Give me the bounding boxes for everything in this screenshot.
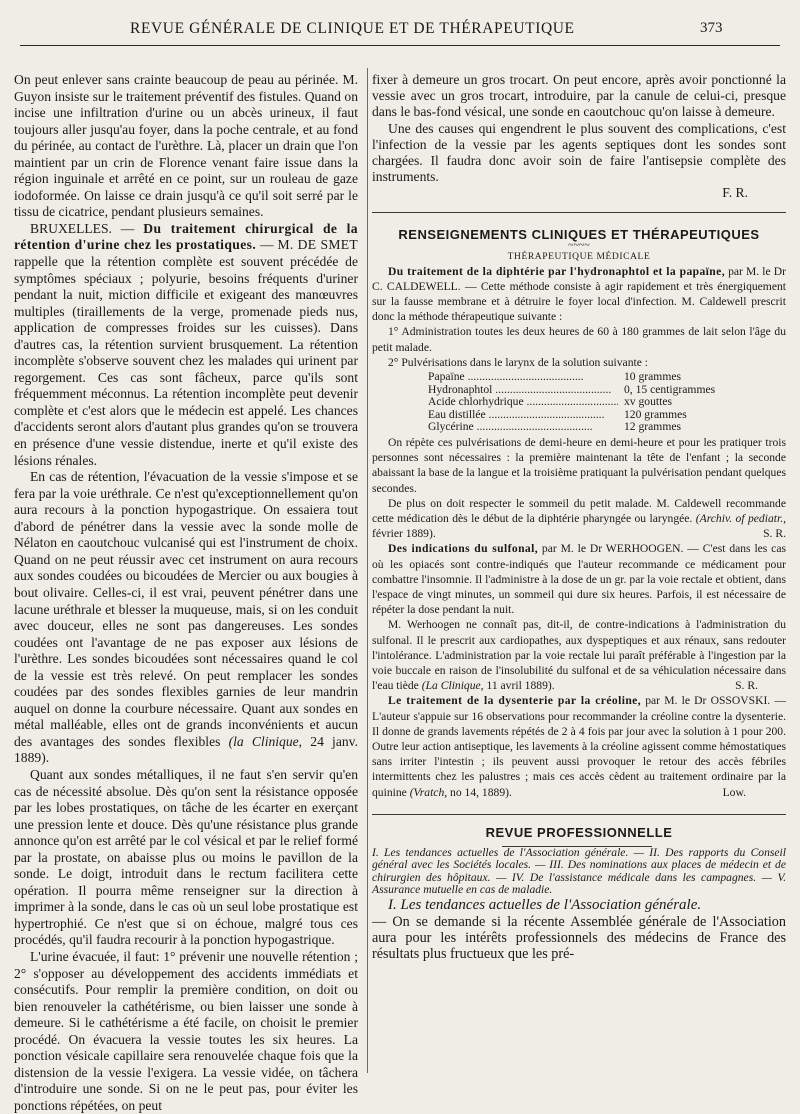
- article-title-retention: Du traitement chirurgical de la rétention d'urine chez les prostatiques.: [14, 220, 359, 253]
- article-body: Cette méthode consiste à agir rapidement et très énergiquement sur la fausse membrane et à détruire le foyer local d'infection. M. Caldewell prescrit donc la méthode thérapeutique suivante :: [372, 279, 786, 324]
- paragraph-body: rappelle que la rétention complète est souvent précédée de symptômes spéciaux ; polyurie, besoins fréquents d'uriner pendant la nuit, miction difficile et exigeant des manœuvres multiples (tiraillements de la verge, promenade pieds nus, application de compresses froides sur les cuisses). Dans d'autres cas, la rétention survient brusquement. La rétention incomplète s'observe souvent chez les malades qui urinent par regorgement. Ces cas sont fâcheux, parce qu'ils sont fréquemment méconnus. La rétention incomplète peut devenir complète et c'est alors que le médecin est appelé. Les chances d'accidents seront alors d'autant plus grandes qu'on se trouvera en présence d'une vessie distendue, inerte et qu'il existe des lésions rénales.: [14, 254, 358, 468]
- recipe-row: [428, 384, 738, 397]
- column-divider: [367, 68, 368, 1073]
- paragraph-trocart: fixer à demeure un gros trocart. On peut encore, après avoir ponctionné la vessie avec un gros trocart, introduire, par la canule de celui-ci, presque dans le bas-fond vésical, une sonde en caoutchouc qu'on laisse à demeure.: [372, 72, 786, 120]
- signature-sr: S. R.: [735, 679, 758, 693]
- signature-low: Low.: [722, 785, 746, 799]
- section-rule: [372, 814, 786, 815]
- citation-date: no 14, 1889).: [447, 785, 512, 799]
- paragraph-body: En cas de rétention, l'évacuation de la vessie s'impose et se fera par la voie uréthrale. Ce n'est qu'exceptionnellement qu'on aura recours à la ponction hypogastrique. On essaiera tout d'abord de pénétrer dans la vessie avec la sonde molle de Nélaton en caoutchouc vulcanisé qui est l'instrument de choix. Quand on ne peut réussir avec cet instrument on aura recours aux sondes coudées ou bicoudées de Mercier ou aux bougies à bout olivaire. Celles-ci, il est vrai, peuvent pénétrer dans une lacune uréthrale et blesser la muqueuse, mais, si on les conduit avec douceur, elles ne sont pas dangereuses. Les sondes coudées ont l'avantage de ne pas exposer aux lésions de l'urèthre. Les sondes bicoudées sont nécessaires quand le col de la vessie est très relevé. On peut remplacer les sondes coudées par des sondes flexibles garnies de leur mandrin auquel on donne la courbure nécessaire. Quant aux sondes en métal malléable, elles ont de grands inconvénients et aucun des avantages des sondes flexibles: [14, 469, 358, 749]
- left-column: [14, 72, 358, 1114]
- paragraph-urine-evacuee: L'urine évacuée, il faut: 1° prévenir une nouvelle rétention ; 2° s'opposer au développement des accidents immédiats et consécutifs. Pour remplir la première condition, on doit ou bien renouveler la cathétérisme, ou bien laisser une sonde à demeure. Si le cathétérisme a été facile, on choisit le premier procédé. On évacuera la vessie toutes les six heures. La ponction vésicale capillaire sera renouvelée chaque fois que la distension de la vessie l'exigera. La vessie vidée, on tâchera d'introduire une sonde. Si on ne le peut pas, pour éviter les ponctions répétées, on peut: [14, 948, 358, 1113]
- ornament: ~~~~: [568, 239, 590, 251]
- article-diphterie: [372, 264, 786, 325]
- prescription-item-2: 2° Pulvérisations dans le larynx de la solution suivante :: [388, 355, 648, 369]
- paragraph-fistules: On peut enlever sans crainte beaucoup de peau au périnée. M. Guyon insiste sur le traitement préventif des fistules. Quand on incise une infiltration d'urine ou un abcès urineux, il faut toujours aller jusqu'au foyer, dans la poche centrale, et au fond du périnée, au contact de l'urèthre. Là, placer un drain que l'on maintient par un crin de Florence venant faire issue dans la région inguinale et arrêté en ce point, sur un rouleau de gaze iodoformée. On laisse ce drain jusqu'à ce qu'il soit serré par le tissu de cicatrice, pendant plusieurs semaines.: [14, 72, 358, 220]
- ingredient-quantity: xv gouttes: [624, 395, 672, 409]
- signature-sr: S. R.: [763, 527, 786, 541]
- paragraph-body: De plus on doit respecter le sommeil du petit malade. M. Caldewell recommande cette médication dès le début de la diphtérie pharyngée ou laryngée.: [372, 496, 786, 526]
- article-title-diphterie: Du traitement de la diphtérie par l'hydronaphtol et la papaïne,: [388, 264, 725, 278]
- paragraph-werhoogen: [372, 617, 786, 693]
- paragraph-pulverisations: On répète ces pulvérisations de demi-heure en demi-heure et pour les pratiquer trois personnes sont nécessaires : la première maintenant la tête de l'enfant ; la seconde abaissant la base de la langue et la troisième pratiquant la pulvérisation pendant quelques secondes.: [372, 436, 786, 495]
- section-title-renseignements: RENSEIGNEMENTS CLINIQUES ET THÉRAPEUTIQUES: [398, 226, 760, 242]
- subsection-heading: I. Les tendances actuelles de l'Association générale.: [388, 896, 702, 913]
- paragraph-bruxelles: [14, 221, 358, 469]
- article-body: L'auteur s'appuie sur 16 observations pour recommander la créoline contre la dysenterie. Il donne de grands lavements répétés de 2 à 4 fois par jour avec la solution à 1 pour 200. Outre leur action antiseptique, les lavements à la créoline agissent comme hémostatiques sans irriter l'intestin ; ils peuvent aussi provoquer le retour des accès fébriles intermittents chez les palustres ; mais ces accès cèdent au traitement ordinaire par la quinine: [372, 709, 786, 799]
- page-number: 373: [700, 20, 723, 36]
- header-rule: [20, 45, 780, 46]
- citation-source: (La Clinique,: [421, 679, 484, 693]
- ingredient-name: Eau distillée .....: [428, 409, 618, 422]
- ingredient-quantity: 0, 15 centigrammes: [624, 382, 716, 396]
- ingredient-quantity: 120 grammes: [624, 407, 687, 421]
- ingredient-name: Glycérine .....: [428, 421, 618, 434]
- article-creoline: [372, 693, 786, 799]
- article-sulfonal: [372, 541, 786, 617]
- ingredient-name: Papaïne .....: [428, 371, 618, 384]
- title-dash: —: [256, 237, 274, 253]
- paragraph-association: — On se demande si la récente Assemblée générale de l'Association aura pour les intérêts professionnels des médecins de France des résultats plus fructueux que les pré-: [372, 913, 786, 963]
- table-of-contents: I. Les tendances actuelles de l'Association générale. — II. Des rapports du Conseil général avec les Sociétés locales. — III. Des nominations aux places de médecin et de chirurgien des hôpitaux. — IV. De l'assistance médicale dans les campagnes. — V. Assurance mutuelle en cas de maladie.: [372, 845, 786, 897]
- ingredient-name: Acide chlorhydrique .....: [428, 396, 618, 409]
- citation-date: 11 avril 1889).: [483, 679, 555, 693]
- prescription-item-1: 1° Administration toutes les deux heures de 60 à 180 grammes de lait selon l'âge du petit malade.: [372, 325, 786, 354]
- citation-source: (la Clinique,: [228, 733, 303, 749]
- running-header: [0, 18, 800, 42]
- article-author: par M. le Dr C. CALDEWELL. —: [372, 264, 786, 293]
- ingredient-quantity: 10 grammes: [624, 370, 681, 384]
- citation-date: février 1889).: [372, 527, 436, 541]
- recipe-row: [428, 409, 738, 422]
- paragraph-sondes-metalliques: Quant aux sondes métalliques, il ne faut s'en servir qu'en cas de nécessité absolue. Dès qu'on sent la résistance opposée par les lobes prostatiques, on tâche de les écarter en exerçant une pression lente et douce. Dès qu'une résistance plus grande annonce qu'on est arrêté par le col vésical et par le relief formé par la prostate, on abaisse plus ou moins le pavillon de la sonde. Le doigt, introduit dans le rectum facilitera cette opération. Il pourra même renseigner sur la direction à imprimer à la sonde, dans le cas où un seul lobe prostatique est hypertrophié. Ce n'est que si on échoue, malgré tous ces procédés, qu'il faudra recourir à la ponction hypogastrique.: [14, 766, 358, 948]
- article-body: C'est dans les cas où les opiacés sont contre-indiqués que l'auteur recommande ce médicament pour combattre l'insomnie. Il l'administre à la dose de un gr. par la voie rectale et obtient, dans l'espace de vingt minutes, un sommeil qui dure six heures. Parfois, il est nécessaire de répéter la dose pendant la nuit.: [372, 542, 786, 617]
- recipe-row: [428, 396, 738, 409]
- article-title-creoline: Le traitement de la dysenterie par la créoline,: [388, 694, 642, 708]
- right-column: [372, 72, 786, 962]
- paragraph-infection: Une des causes qui engendrent le plus souvent des complications, c'est l'infection de la vessie par les agents septiques dont les sondes sont chargées. Il faudra donc avoir soin de faire l'antisepsie complète des instruments.: [372, 120, 786, 185]
- ingredient-name: Hydronaphtol .....: [428, 384, 618, 397]
- paragraph-sommeil: [372, 496, 786, 542]
- subsection-title: THÉRAPEUTIQUE MÉDICALE: [507, 251, 651, 262]
- article-author: par M. le Dr WERHOOGEN. —: [538, 542, 703, 556]
- recipe-row: [428, 421, 738, 434]
- ingredient-quantity: 12 grammes: [624, 420, 681, 434]
- section-title-revue-professionnelle: REVUE PROFESSIONNELLE: [485, 824, 673, 840]
- citation-source: (Archiv. of pediatr.,: [695, 512, 786, 526]
- journal-title: REVUE GÉNÉRALE DE CLINIQUE ET DE THÉRAPEUTIQUE: [130, 20, 575, 37]
- citation-date: 24 janv. 1889).: [14, 733, 358, 766]
- article-author: par M. le Dr OSSOVSKI. —: [641, 694, 786, 708]
- section-rule: [372, 212, 786, 213]
- city-label: BRUXELLES. —: [30, 220, 135, 236]
- paragraph-body: M. Werhoogen ne connaît pas, dit-il, de contre-indications à l'administration du sulfonal. Il le prescrit aux cardiopathes, aux dyspeptiques et aux rénaux, sans redouter l'intolérance. L'administration par la voie rectale lui paraît préférable à l'ingestion par la voie buccale en raison de l'insolubilité du sulfonal et de sa véhiculation nécessaire dans l'eau tiède: [372, 618, 786, 693]
- author-name: M. DE SMET: [277, 237, 358, 253]
- article-title-sulfonal: Des indications du sulfonal,: [388, 542, 539, 556]
- signature-fr: F. R.: [722, 185, 748, 201]
- citation-source: (Vratch,: [409, 785, 448, 799]
- paragraph-evacuation: [14, 469, 358, 767]
- recipe-table: [428, 371, 738, 434]
- recipe-row: [428, 371, 738, 384]
